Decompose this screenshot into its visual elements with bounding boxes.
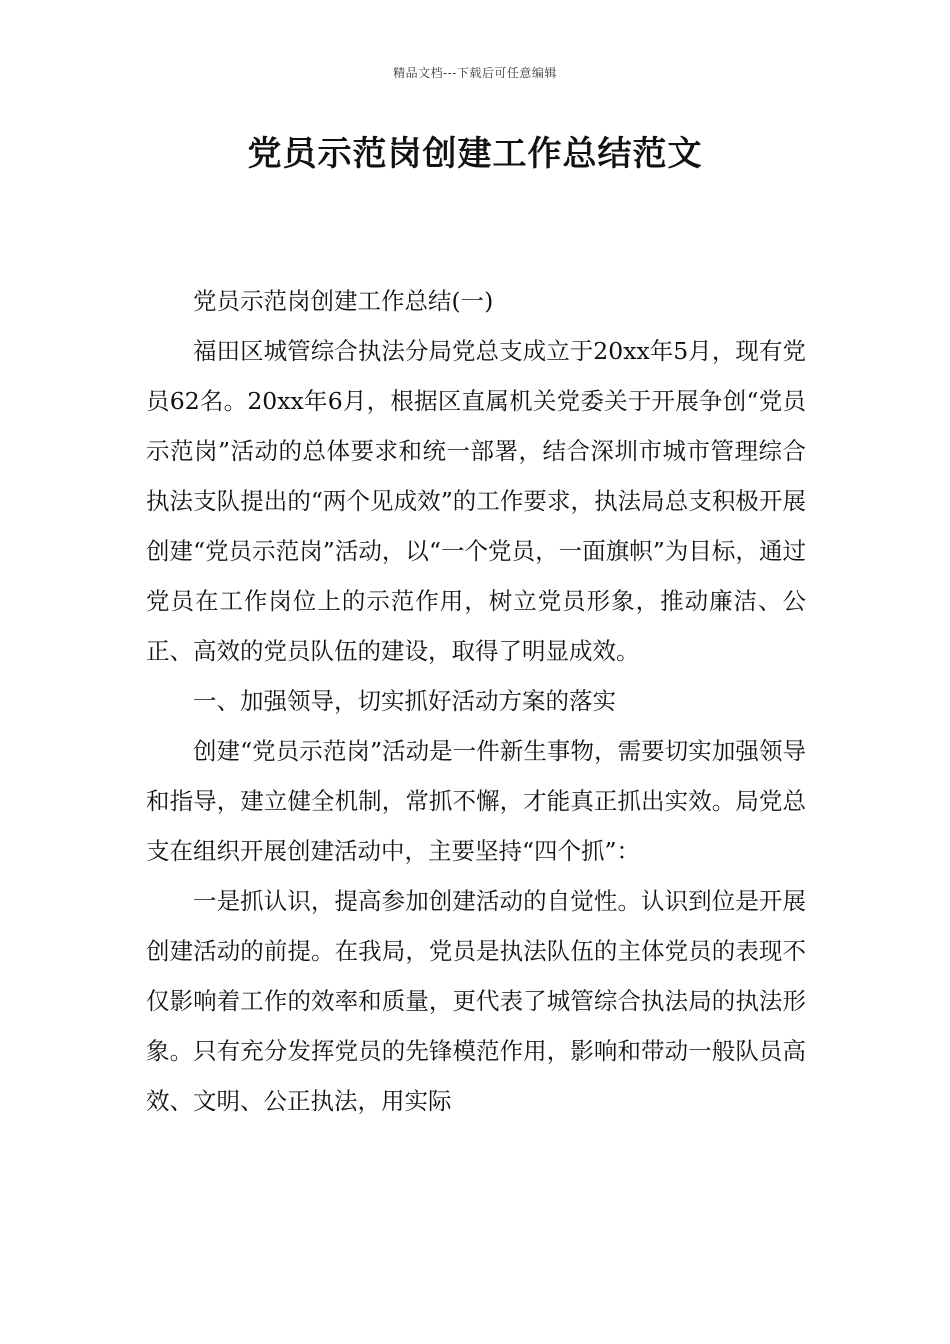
document-title: 党员示范岗创建工作总结范文 xyxy=(247,134,703,174)
body-paragraph: 福田区城管综合执法分局党总支成立于20xx年5月，现有党员62名。20xx年6月，根据区直属机关党委关于开展争创“党员示范岗”活动的总体要求和统一部署，结合深圳市城市管理综合执法支队提出的“两个见成效”的工作要求，执法局总支积极开展创建“党员示范岗”活动，以“一个党员，一面旗帜”为目标，通过党员在工作岗位上的示范作用，树立党员形象，推动廉洁、公正、高效的党员队伍的建设，取得了明显成效。 xyxy=(146,337,806,665)
document-body xyxy=(146,276,806,1126)
section-heading: 党员示范岗创建工作总结(一) xyxy=(193,287,494,315)
body-paragraph: 创建“党员示范岗”活动是一件新生事物，需要切实加强领导和指导，建立健全机制，常抓不懈，才能真正抓出实效。局党总支在组织开展创建活动中，主要坚持“四个抓”： xyxy=(146,737,806,865)
header-note: 精品文档---下载后可任意编辑 xyxy=(393,66,557,80)
body-paragraph: 一是抓认识，提高参加创建活动的自觉性。认识到位是开展创建活动的前提。在我局，党员是执法队伍的主体党员的表现不仅影响着工作的效率和质量，更代表了城管综合执法局的执法形象。只有充分发挥党员的先锋模范作用，影响和带动一般队员高效、文明、公正执法，用实际 xyxy=(146,887,806,1115)
subsection-heading: 一、加强领导，切实抓好活动方案的落实 xyxy=(193,687,616,715)
